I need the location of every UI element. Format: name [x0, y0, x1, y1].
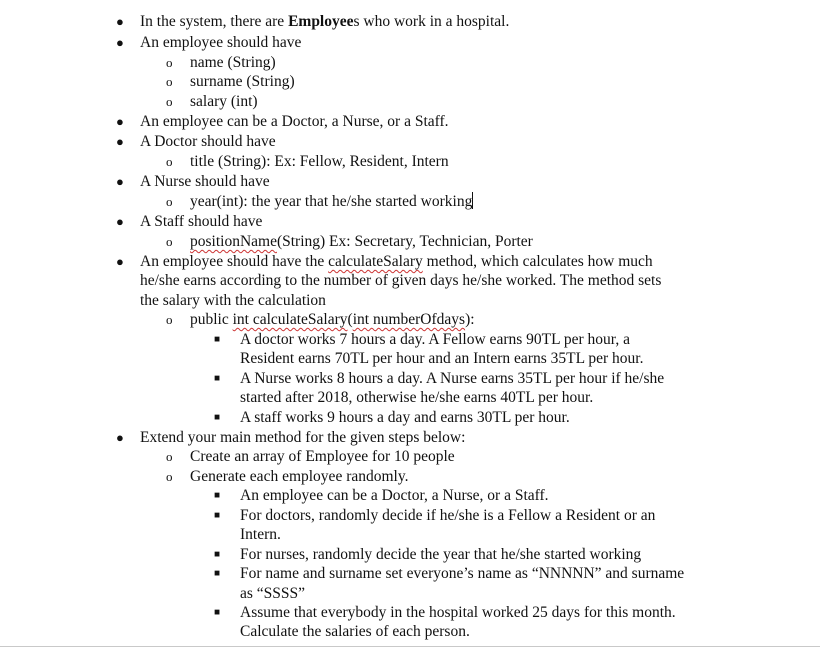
list-item-text: An employee should have the calculateSalary method, which calculates how much [140, 253, 653, 270]
list-item-text: positionName(String) Ex: Secretary, Technician, Porter [190, 233, 533, 250]
bullet-icon: ● [116, 14, 124, 29]
list-item-text: name (String) [190, 54, 276, 71]
paragraph-line [0, 291, 820, 311]
text-cursor [472, 192, 473, 209]
list-item [0, 132, 820, 152]
square-bullet-icon: ■ [214, 568, 221, 579]
list-item-text: as “SSSS” [240, 585, 306, 602]
list-item-text: Assume that everybody in the hospital worked 25 days for this month. [240, 604, 676, 621]
list-item [0, 506, 820, 526]
list-item [0, 92, 820, 112]
paragraph-line [0, 584, 820, 604]
list-item [0, 112, 820, 132]
list-item-text: Intern. [240, 526, 281, 543]
square-bullet-icon: ■ [214, 373, 221, 384]
paragraph-line [0, 271, 820, 291]
list-item [0, 545, 820, 565]
list-item-text: surname (String) [190, 73, 295, 90]
list-item-text: For nurses, randomly decide the year that he/she started working [240, 546, 642, 563]
circle-bullet-icon: o [166, 74, 173, 89]
list-item-text: he/she earns according to the number of given days he/she worked. The method sets [140, 272, 662, 289]
list-item-text: A doctor works 7 hours a day. A Fellow earns 90TL per hour, a [240, 331, 630, 348]
bullet-icon: ● [116, 254, 124, 269]
list-item [0, 12, 820, 32]
list-item [0, 564, 820, 584]
list-item-text: Resident earns 70TL per hour and an Intern earns 35TL per hour. [240, 350, 644, 367]
list-item-text: Calculate the salaries of each person. [240, 623, 470, 640]
method-signature: public int calculateSalary(int numberOfdays): [190, 311, 475, 328]
list-item-text: For doctors, randomly decide if he/she is a Fellow a Resident or an [240, 507, 656, 524]
bullet-icon: ● [116, 174, 124, 189]
square-bullet-icon: ■ [214, 549, 221, 560]
list-item [0, 603, 820, 623]
circle-bullet-icon: o [166, 449, 173, 464]
circle-bullet-icon: o [166, 194, 173, 209]
list-item [0, 408, 820, 428]
list-item-text: title (String): Ex: Fellow, Resident, Intern [190, 153, 449, 170]
list-item [0, 152, 820, 172]
list-item [0, 428, 820, 448]
circle-bullet-icon: o [166, 94, 173, 109]
list-item [0, 33, 820, 53]
list-item [0, 447, 820, 467]
circle-bullet-icon: o [166, 55, 173, 70]
list-item-text: A Doctor should have [140, 133, 276, 150]
list-item [0, 369, 820, 389]
list-item-text: A Staff should have [140, 213, 263, 230]
circle-bullet-icon: o [166, 312, 173, 327]
list-item-text: A staff works 9 hours a day and earns 30TL per hour. [240, 409, 570, 426]
list-item [0, 467, 820, 487]
list-item [0, 310, 820, 330]
bullet-icon: ● [116, 430, 124, 445]
paragraph-line [0, 525, 820, 545]
square-bullet-icon: ■ [214, 334, 221, 345]
list-item-text: Extend your main method for the given steps below: [140, 429, 466, 446]
list-item-text: year(int): the year that he/she started working [190, 193, 473, 210]
list-item [0, 212, 820, 232]
list-item-text: Create an array of Employee for 10 people [190, 448, 455, 465]
list-item [0, 53, 820, 73]
list-item-text: the salary with the calculation [140, 292, 326, 309]
page-border [0, 646, 820, 647]
list-item [0, 252, 820, 272]
bullet-icon: ● [116, 114, 124, 129]
list-item [0, 72, 820, 92]
list-item-text: salary (int) [190, 93, 258, 110]
list-item-text: A Nurse works 8 hours a day. A Nurse earns 35TL per hour if he/she [240, 370, 665, 387]
bullet-icon: ● [116, 214, 124, 229]
square-bullet-icon: ■ [214, 607, 221, 618]
bullet-icon: ● [116, 134, 124, 149]
list-item-text: A Nurse should have [140, 173, 270, 190]
list-item-text: Generate each employee randomly. [190, 468, 409, 485]
list-item-text: For name and surname set everyone’s name as “NNNNN” and surname [240, 565, 685, 582]
list-item [0, 192, 820, 212]
list-item-text: An employee can be a Doctor, a Nurse, or a Staff. [140, 113, 449, 130]
list-item [0, 330, 820, 350]
list-item [0, 172, 820, 192]
list-item [0, 486, 820, 506]
circle-bullet-icon: o [166, 234, 173, 249]
bullet-icon: ● [116, 35, 124, 50]
circle-bullet-icon: o [166, 154, 173, 169]
square-bullet-icon: ■ [214, 412, 221, 423]
list-item-text: An employee should have [140, 34, 302, 51]
square-bullet-icon: ■ [214, 510, 221, 521]
paragraph-line [0, 388, 820, 408]
list-item-text: An employee can be a Doctor, a Nurse, or a Staff. [240, 487, 549, 504]
paragraph-line [0, 349, 820, 369]
circle-bullet-icon: o [166, 469, 173, 484]
list-item [0, 232, 820, 252]
paragraph-line [0, 622, 820, 642]
list-item-text: In the system, there are Employees who work in a hospital. [140, 13, 510, 30]
square-bullet-icon: ■ [214, 490, 221, 501]
list-item-text: started after 2018, otherwise he/she earns 40TL per hour. [240, 389, 594, 406]
